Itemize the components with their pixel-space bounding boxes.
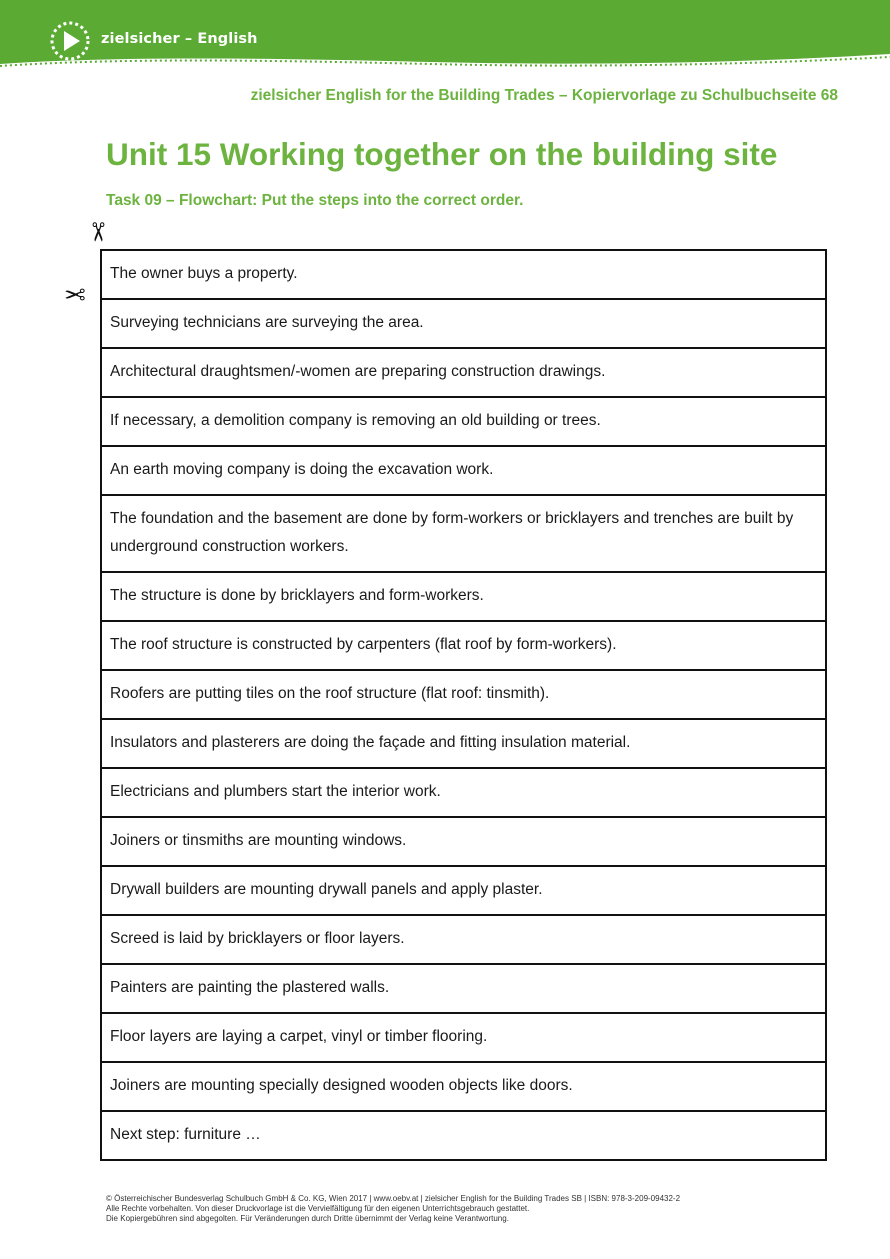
- task-title: Task 09 – Flowchart: Put the steps into the correct order.: [106, 192, 524, 209]
- step-card[interactable]: Screed is laid by bricklayers or floor layers.: [102, 916, 825, 965]
- step-card[interactable]: The structure is done by bricklayers and form-workers.: [102, 573, 825, 622]
- step-card[interactable]: The foundation and the basement are done by form-workers or bricklayers and trenches are built by underground construction workers.: [102, 496, 825, 573]
- step-card[interactable]: Drywall builders are mounting drywall panels and apply plaster.: [102, 867, 825, 916]
- step-card[interactable]: Surveying technicians are surveying the area.: [102, 300, 825, 349]
- step-card[interactable]: Electricians and plumbers start the interior work.: [102, 769, 825, 818]
- scissors-icon: ✂: [64, 281, 86, 311]
- step-card[interactable]: Insulators and plasterers are doing the façade and fitting insulation material.: [102, 720, 825, 769]
- step-card[interactable]: If necessary, a demolition company is removing an old building or trees.: [102, 398, 825, 447]
- step-card[interactable]: Joiners are mounting specially designed wooden objects like doors.: [102, 1063, 825, 1112]
- page-title: Unit 15 Working together on the building site: [106, 136, 778, 172]
- step-card[interactable]: An earth moving company is doing the excavation work.: [102, 447, 825, 496]
- step-card[interactable]: Floor layers are laying a carpet, vinyl or timber flooring.: [102, 1014, 825, 1063]
- document-header: zielsicher English for the Building Trades – Kopiervorlage zu Schulbuchseite 68: [250, 87, 838, 104]
- step-card[interactable]: Architectural draughtsmen/-women are preparing construction drawings.: [102, 349, 825, 398]
- footer-line: © Österreichischer Bundesverlag Schulbuch GmbH & Co. KG, Wien 2017 | www.oebv.at | zielsicher English for the Building Trades SB | ISBN: 978-3-209-09432-2: [106, 1194, 681, 1203]
- footer-line: Alle Rechte vorbehalten. Von dieser Druckvorlage ist die Vervielfältigung für den eigenen Unterrichtsgebrauch gestattet.: [106, 1204, 530, 1213]
- step-card[interactable]: Joiners or tinsmiths are mounting windows.: [102, 818, 825, 867]
- step-card[interactable]: Roofers are putting tiles on the roof structure (flat roof: tinsmith).: [102, 671, 825, 720]
- step-card[interactable]: The owner buys a property.: [102, 251, 825, 300]
- brand-name: zielsicher – English: [101, 31, 258, 47]
- step-card[interactable]: The roof structure is constructed by carpenters (flat roof by form-workers).: [102, 622, 825, 671]
- step-card[interactable]: Next step: furniture …: [102, 1112, 825, 1161]
- copyright-footer: [106, 1194, 680, 1224]
- step-card[interactable]: Painters are painting the plastered walls.: [102, 965, 825, 1014]
- brand-banner: [0, 0, 890, 80]
- footer-line: Die Kopiergebühren sind abgegolten. Für Veränderungen durch Dritte übernimmt der Verlag keine Verantwortung.: [106, 1214, 509, 1223]
- flowchart-steps-table: [100, 249, 827, 1161]
- scissors-icon: ✂: [81, 221, 112, 243]
